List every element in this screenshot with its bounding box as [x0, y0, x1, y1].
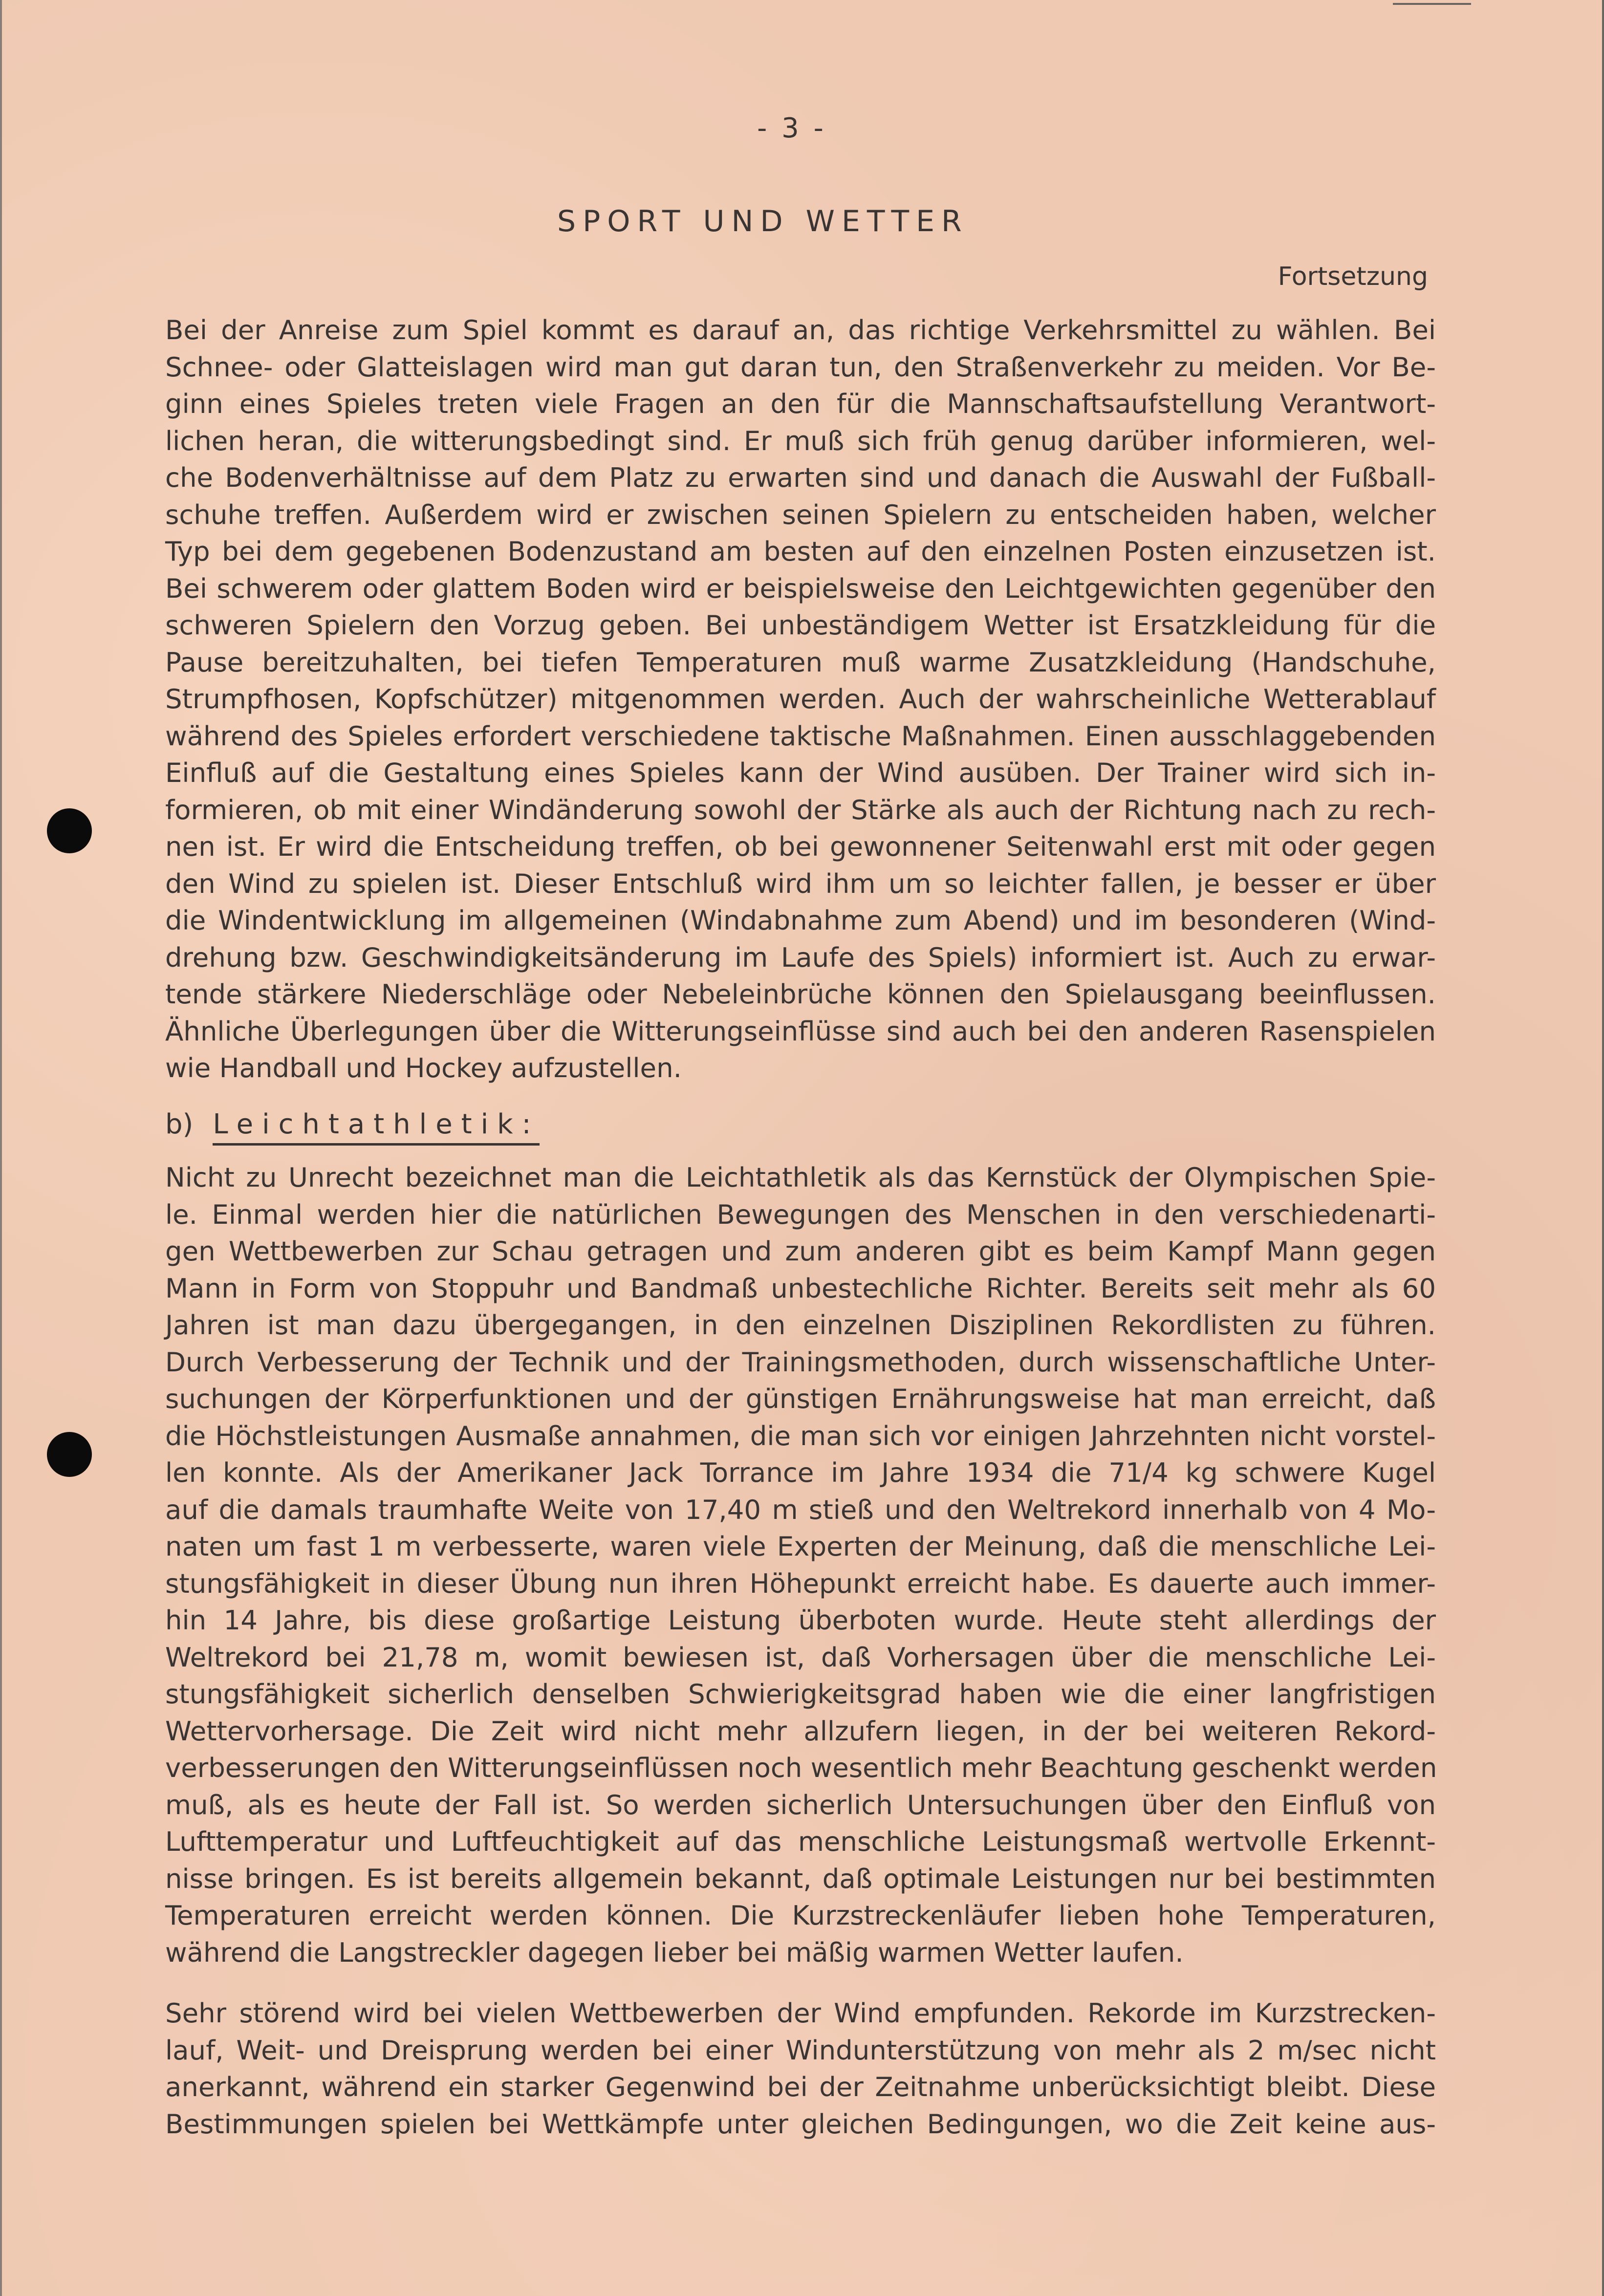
- page-title: SPORT UND WETTER: [557, 204, 969, 238]
- text-line: Nicht zu Unrecht bezeichnet man die Leichtathletik als das Kernstück der Olympischen Spie-: [165, 1162, 1436, 1193]
- section-heading-b: [165, 1108, 540, 1146]
- text-line: che Bodenverhältnisse auf dem Platz zu erwarten sind und danach die Auswahl der Fußball-: [165, 462, 1436, 493]
- text-line: Mann in Form von Stoppuhr und Bandmaß unbestechliche Richter. Bereits seit mehr als 60: [165, 1272, 1436, 1304]
- text-line: Lufttemperatur und Luftfeuchtigkeit auf das menschliche Leistungsmaß wertvolle Erkennt-: [165, 1826, 1436, 1857]
- text-line: schuhe treffen. Außerdem wird er zwischen seinen Spielern zu entscheiden haben, welcher: [165, 498, 1436, 530]
- text-line: Temperaturen erreicht werden können. Die Kurzstreckenläufer lieben hohe Temperaturen,: [165, 1900, 1436, 1931]
- text-line: stungsfähigkeit in dieser Übung nun ihren Höhepunkt erreicht habe. Es dauerte auch immer-: [165, 1567, 1436, 1599]
- text-line: verbesserungen den Witterungseinflüssen noch wesentlich mehr Beachtung geschenkt werden: [165, 1752, 1437, 1783]
- text-line: lichen heran, die witterungsbedingt sind. Er muß sich früh genug darüber informieren, wel-: [165, 425, 1436, 456]
- section-marker: b): [165, 1108, 194, 1140]
- text-line: Schnee- oder Glatteislagen wird man gut daran tun, den Straßenverkehr zu meiden. Vor Be-: [165, 351, 1436, 383]
- text-line: Durch Verbesserung der Technik und der Trainingsmethoden, durch wissenschaftliche Unter-: [165, 1346, 1436, 1378]
- paragraph-football: [165, 312, 1436, 1087]
- text-line: während die Langstreckler dagegen lieber bei mäßig warmen Wetter laufen.: [165, 1936, 1184, 1968]
- text-line: muß, als es heute der Fall ist. So werden sicherlich Untersuchungen über den Einfluß von: [165, 1789, 1436, 1820]
- text-line: lauf, Weit- und Dreisprung werden bei einer Windunterstützung von mehr als 2 m/sec nicht: [165, 2034, 1436, 2066]
- text-line: den Wind zu spielen ist. Dieser Entschluß wird ihm um so leichter fallen, je besser er über: [165, 867, 1436, 899]
- page-edge-top-mark: [1393, 3, 1471, 5]
- text-line: tende stärkere Niederschläge oder Nebeleinbrüche können den Spielausgang beeinflussen.: [165, 978, 1436, 1010]
- text-line: gen Wettbewerben zur Schau getragen und zum anderen gibt es beim Kampf Mann gegen: [165, 1235, 1436, 1267]
- text-line: Bei schwerem oder glattem Boden wird er beispielsweise den Leichtgewichten gegenüber den: [165, 572, 1436, 604]
- paragraph-athletics: [165, 1159, 1436, 1971]
- punch-hole-lower: [47, 1432, 92, 1477]
- text-line: Einfluß auf die Gestaltung eines Spieles kann der Wind ausüben. Der Trainer wird sich in-: [165, 757, 1436, 788]
- text-line: Strumpfhosen, Kopfschützer) mitgenommen werden. Auch der wahrscheinliche Wetterablauf: [165, 683, 1436, 715]
- text-line: nisse bringen. Es ist bereits allgemein bekannt, daß optimale Leistungen nur bei bestimmten: [165, 1863, 1436, 1894]
- text-line: ginn eines Spieles treten viele Fragen an den für die Mannschaftsaufstellung Verantwort-: [165, 388, 1436, 419]
- text-line: stungsfähigkeit sicherlich denselben Schwierigkeitsgrad haben wie die einer langfristigen: [165, 1678, 1436, 1710]
- text-line: Bei der Anreise zum Spiel kommt es darauf an, das richtige Verkehrsmittel zu wählen. Bei: [165, 314, 1436, 346]
- section-label: Leichtathletik:: [213, 1108, 540, 1146]
- text-line: schweren Spielern den Vorzug geben. Bei unbeständigem Wetter ist Ersatzkleidung für die: [165, 609, 1436, 641]
- text-line: naten um fast 1 m verbesserte, waren viele Experten der Meinung, daß die menschliche Lei-: [165, 1531, 1436, 1562]
- text-line: nen ist. Er wird die Entscheidung treffen, ob bei gewonnener Seitenwahl erst mit oder gegen: [165, 831, 1436, 862]
- text-line: wie Handball und Hockey aufzustellen.: [165, 1052, 682, 1083]
- text-line: Jahren ist man dazu übergegangen, in den einzelnen Disziplinen Rekordlisten zu führen.: [165, 1309, 1436, 1341]
- text-line: anerkannt, während ein starker Gegenwind bei der Zeitnahme unberücksichtigt bleibt. Diese: [165, 2071, 1436, 2102]
- punch-hole-upper: [47, 808, 92, 853]
- text-line: auf die damals traumhafte Weite von 17,40 m stieß und den Weltrekord innerhalb von 4 Mo-: [165, 1494, 1436, 1525]
- text-line: Ähnliche Überlegungen über die Witterungseinflüsse sind auch bei den anderen Rasenspielen: [165, 1015, 1436, 1047]
- text-line: suchungen der Körperfunktionen und der günstigen Ernährungsweise hat man erreicht, daß: [165, 1383, 1436, 1414]
- page-edge-right: [1602, 0, 1604, 2296]
- text-line: drehung bzw. Geschwindigkeitsänderung im Laufe des Spiels) informiert ist. Auch zu erwar-: [165, 941, 1436, 973]
- text-line: le. Einmal werden hier die natürlichen Bewegungen des Menschen in den verschiedenarti-: [165, 1198, 1436, 1230]
- text-line: Typ bei dem gegebenen Bodenzustand am besten auf den einzelnen Posten einzusetzen ist.: [165, 536, 1436, 567]
- text-line: Wettervorhersage. Die Zeit wird nicht mehr allzufern liegen, in der bei weiteren Rekord-: [165, 1715, 1436, 1747]
- text-line: während des Spieles erfordert verschiedene taktische Maßnahmen. Einen ausschlaggebenden: [165, 720, 1436, 752]
- text-line: hin 14 Jahre, bis diese großartige Leistung überboten wurde. Heute steht allerdings der: [165, 1604, 1436, 1636]
- text-line: formieren, ob mit einer Windänderung sowohl der Stärke als auch der Richtung nach zu rech-: [165, 794, 1436, 825]
- text-line: Pause bereitzuhalten, bei tiefen Temperaturen muß warme Zusatzkleidung (Handschuhe,: [165, 646, 1436, 678]
- text-line: len konnte. Als der Amerikaner Jack Torrance im Jahre 1934 die 71/4 kg schwere Kugel: [165, 1457, 1436, 1488]
- text-line: Weltrekord bei 21,78 m, womit bewiesen ist, daß Vorhersagen über die menschliche Lei-: [165, 1641, 1436, 1673]
- text-line: Sehr störend wird bei vielen Wettbewerben der Wind empfunden. Rekorde im Kurzstrecken-: [165, 1997, 1436, 2029]
- page-number: - 3 -: [757, 112, 826, 144]
- page-edge-left: [0, 0, 2, 2296]
- text-line: die Höchstleistungen Ausmaße annahmen, die man sich vor einigen Jahrzehnten nicht vorstel-: [165, 1420, 1436, 1451]
- continuation-note: Fortsetzung: [1278, 262, 1428, 291]
- text-line: Bestimmungen spielen bei Wettkämpfe unter gleichen Bedingungen, wo die Zeit keine aus-: [165, 2108, 1436, 2140]
- text-line: die Windentwicklung im allgemeinen (Windabnahme zum Abend) und im besonderen (Wind-: [165, 905, 1436, 936]
- paragraph-wind: [165, 1995, 1436, 2143]
